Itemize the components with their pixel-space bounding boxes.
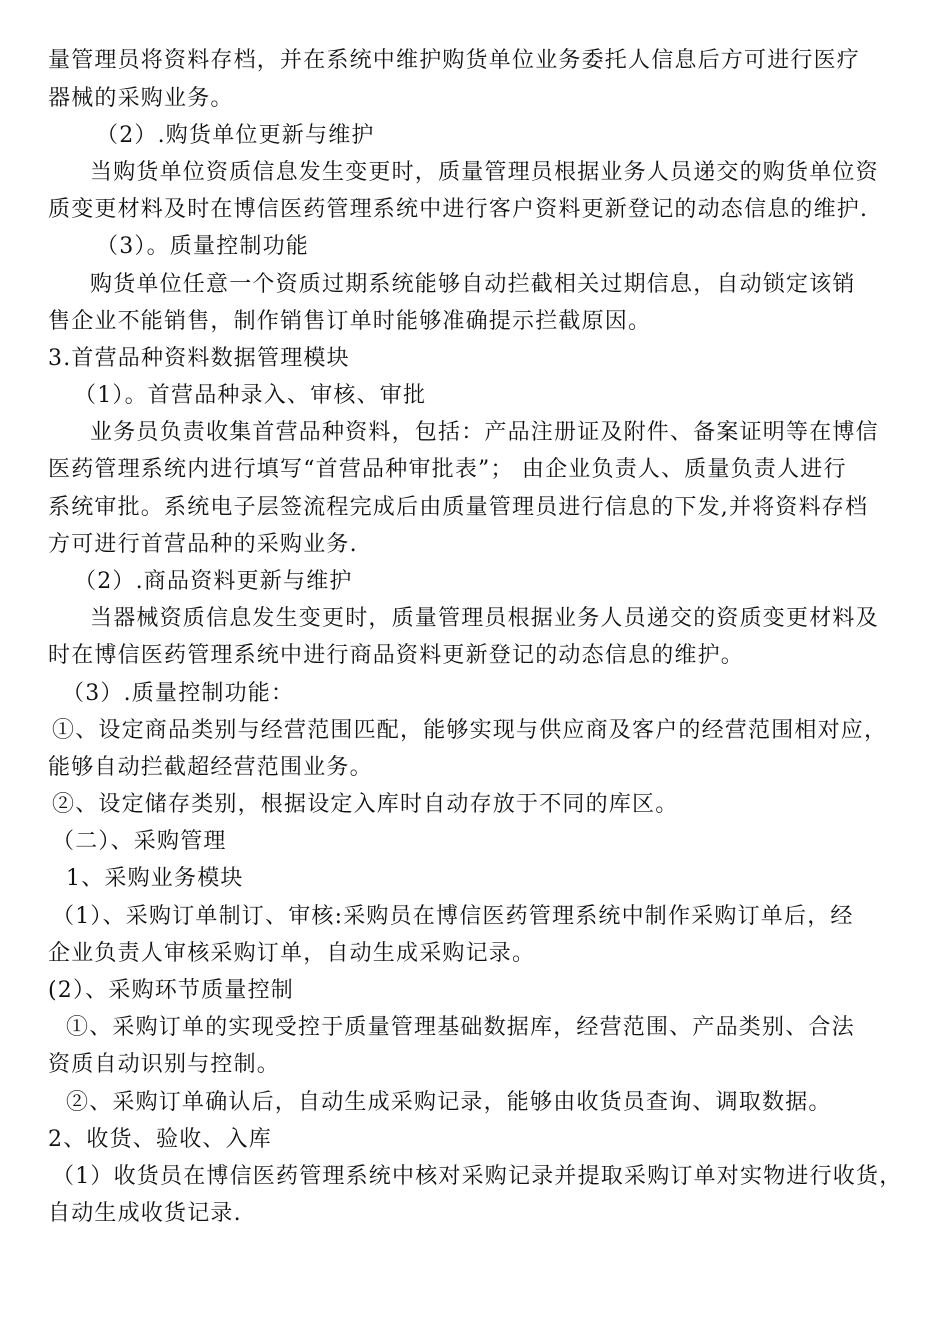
text-line: 医药管理系统内进行填写“首营品种审批表”； 由企业负责人、质量负责人进行 bbox=[48, 457, 847, 482]
text-line: （1）收货员在博信医药管理系统中核对采购记录并提取采购订单对实物进行收货， bbox=[52, 1164, 903, 1189]
text-line: 自动生成收货记录. bbox=[48, 1201, 242, 1226]
section-heading: （3）.质量控制功能： bbox=[62, 681, 295, 706]
section-heading: （2）.商品资料更新与维护 bbox=[74, 569, 353, 594]
text-line: 企业负责人审核采购订单，自动生成采购记录。 bbox=[48, 941, 536, 966]
section-heading: 3.首营品种资料数据管理模块 bbox=[48, 346, 350, 371]
section-heading: 1、采购业务模块 bbox=[66, 866, 244, 891]
text-line: 质变更材料及时在博信医药管理系统中进行客户资料更新登记的动态信息的维护. bbox=[48, 197, 869, 222]
text-line: 当购货单位资质信息发生变更时，质量管理员根据业务人员递交的购货单位资 bbox=[90, 160, 879, 185]
section-heading: （二）、采购管理 bbox=[52, 829, 227, 854]
text-line: 能够自动拦截超经营范围业务。 bbox=[48, 755, 373, 780]
text-line: 方可进行首营品种的采购业务. bbox=[48, 532, 358, 557]
section-heading: 2、收货、验收、入库 bbox=[48, 1127, 272, 1152]
text-line: 系统审批。系统电子层签流程完成后由质量管理员进行信息的下发,并将资料存档 bbox=[48, 495, 869, 520]
text-line: 量管理员将资料存档，并在系统中维护购货单位业务委托人信息后方可进行医疗 bbox=[48, 48, 861, 73]
section-heading: （3）。质量控制功能 bbox=[96, 234, 309, 259]
text-line: 业务员负责收集首营品种资料，包括：产品注册证及附件、备案证明等在博信 bbox=[90, 420, 879, 445]
section-heading: (2）、采购环节质量控制 bbox=[48, 978, 294, 1003]
text-line: ②、采购订单确认后，自动生成采购记录，能够由收货员查询、调取数据。 bbox=[66, 1090, 832, 1115]
text-line: 器械的采购业务。 bbox=[48, 86, 234, 111]
section-heading: （1）。首营品种录入、审核、审批 bbox=[74, 383, 427, 408]
text-line: 当器械资质信息发生变更时，质量管理员根据业务人员递交的资质变更材料及 bbox=[90, 606, 879, 631]
section-heading: （2）.购货单位更新与维护 bbox=[96, 123, 375, 148]
text-line: ①、设定商品类别与经营范围匹配，能够实现与供应商及客户的经营范围相对应， bbox=[52, 718, 888, 743]
text-line: ①、采购订单的实现受控于质量管理基础数据库，经营范围、产品类别、合法 bbox=[66, 1015, 855, 1040]
text-line: 时在博信医药管理系统中进行商品资料更新登记的动态信息的维护。 bbox=[48, 643, 745, 668]
text-line: 资质自动识别与控制。 bbox=[48, 1052, 281, 1077]
text-line: （1）、采购订单制订、审核:采购员在博信医药管理系统中制作采购订单后，经 bbox=[52, 904, 854, 929]
text-line: 购货单位任意一个资质过期系统能够自动拦截相关过期信息，自动锁定该销 bbox=[90, 272, 856, 297]
text-line: 售企业不能销售，制作销售订单时能够准确提示拦截原因。 bbox=[48, 309, 652, 334]
text-line: ②、设定储存类别，根据设定入库时自动存放于不同的库区。 bbox=[52, 792, 679, 817]
